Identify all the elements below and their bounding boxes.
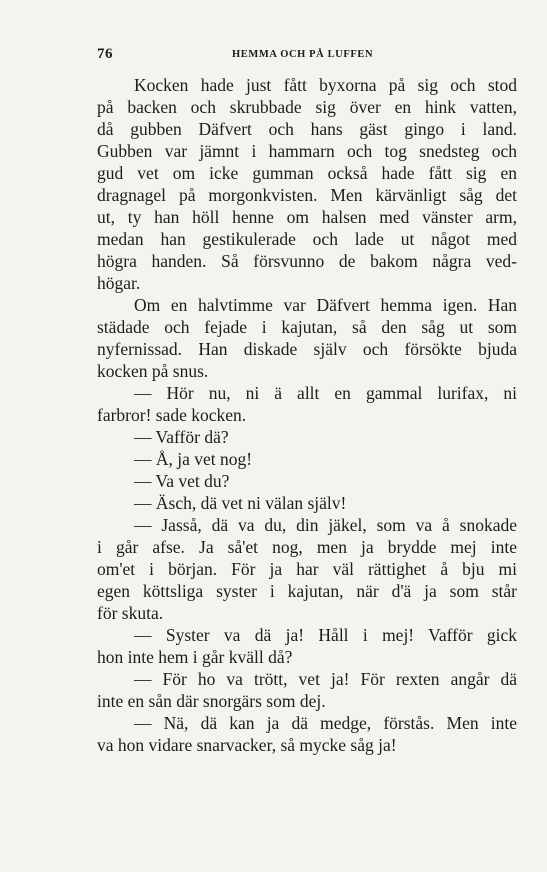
text-line: — Hör nu, ni ä allt en gammal lurifax, ni — [134, 383, 517, 403]
text-line: — Vafför dä? — [134, 427, 229, 447]
text-line: — Syster va dä ja! Håll i mej! Vafför gick — [134, 625, 517, 645]
text-line: städade och fejade i kajutan, så den såg ut som — [97, 317, 517, 337]
text-line: högra handen. Så försvunno de bakom några ved- — [97, 251, 517, 271]
text-line: — Jasså, dä va du, din jäkel, som va å snokade — [134, 515, 517, 535]
text-line: — Å, ja vet nog! — [134, 449, 253, 469]
text-line: högar. — [97, 273, 141, 293]
text-line: egen köttsliga syster i kajutan, när d'ä ja som står — [97, 581, 517, 601]
text-line: gud vet om icke gumman också hade fått sig en — [97, 163, 517, 183]
text-line: ut, ty han höll henne om halsen med vänster arm, — [97, 207, 517, 227]
text-line: — För ho va trött, vet ja! För rexten angår dä — [134, 669, 517, 689]
running-title: HEMMA OCH PÅ LUFFEN — [232, 49, 374, 60]
text-line: Kocken hade just fått byxorna på sig och stod — [134, 75, 517, 95]
page-number: 76 — [97, 46, 113, 62]
text-line: inte en sån där snorgärs som dej. — [97, 691, 326, 711]
text-line: farbror! sade kocken. — [97, 405, 247, 425]
text-line: nyfernissad. Han diskade själv och försökte bjuda — [97, 339, 517, 359]
text-line: medan han gestikulerade och lade ut något med — [97, 229, 517, 249]
text-line: — Äsch, dä vet ni välan själv! — [134, 493, 347, 513]
text-line: va hon vidare snarvacker, så mycke såg ja! — [97, 735, 397, 755]
text-line: — Va vet du? — [134, 471, 230, 491]
text-line: på backen och skrubbade sig över en hink vatten, — [97, 97, 517, 117]
text-line: — Nä, dä kan ja dä medge, förstås. Men inte — [134, 713, 517, 733]
text-line: hon inte hem i går kväll då? — [97, 647, 293, 667]
text-line: Om en halvtimme var Däfvert hemma igen. Han — [134, 295, 517, 315]
text-line: om'et i början. För ja har väl rättighet å bju mi — [97, 559, 517, 579]
text-line: i går afse. Ja så'et nog, men ja brydde mej inte — [97, 537, 517, 557]
text-line: för skuta. — [97, 603, 164, 623]
text-line: då gubben Däfvert och hans gäst gingo i land. — [97, 119, 517, 139]
text-line: Gubben var jämnt i hammarn och tog snedsteg och — [97, 141, 517, 161]
text-line: kocken på snus. — [97, 361, 209, 381]
text-line: dragnagel på morgonkvisten. Men kärvänligt såg det — [97, 185, 517, 205]
